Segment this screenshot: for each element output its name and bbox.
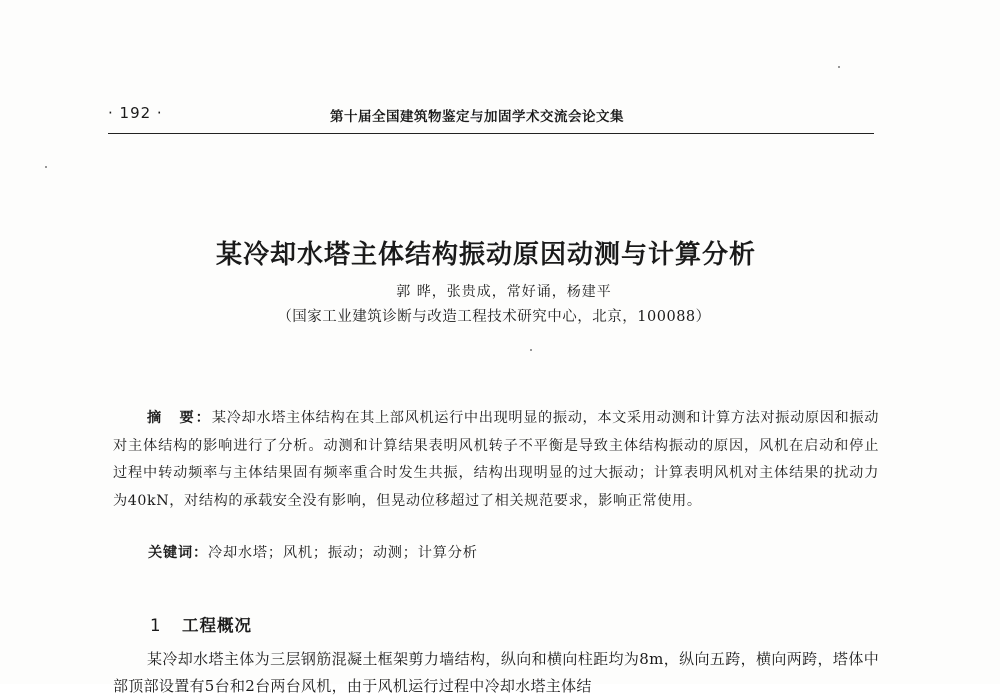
abstract	[113, 405, 879, 515]
abstract-label: 摘 要：	[147, 410, 212, 426]
scan-speck	[530, 349, 532, 351]
section-heading	[150, 612, 252, 636]
paper-title: 某冷却水塔主体结构振动原因动测与计算分析	[215, 240, 756, 270]
section-body-text: 某冷却水塔主体为三层钢筋混凝土框架剪力墙结构，纵向和横向柱距均为8m，纵向五跨，横向两跨，塔体中部顶部设置有5台和2台两台风机，由于风机运行过程中冷却水塔主体结	[113, 650, 879, 695]
scan-speck	[838, 66, 840, 68]
proceedings-title: 第十届全国建筑物鉴定与加固学术交流会论文集	[330, 109, 624, 125]
page-number: · 192 ·	[108, 104, 163, 122]
keywords	[148, 542, 848, 562]
paper-affiliation: （国家工业建筑诊断与改造工程技术研究中心，北京，100088）	[277, 309, 711, 325]
section-number: 1	[150, 616, 162, 635]
paper-authors: 郭 晔，张贵成，常好诵，杨建平	[396, 284, 612, 300]
keywords-label: 关键词：	[148, 545, 208, 561]
section-title: 工程概况	[182, 616, 252, 635]
keywords-text: 冷却水塔；风机；振动；动测；计算分析	[207, 545, 478, 561]
running-header	[108, 104, 874, 130]
header-rule	[108, 133, 874, 134]
abstract-text: 某冷却水塔主体结构在其上部风机运行中出现明显的振动，本文采用动测和计算方法对振动原因和振动对主体结构的影响进行了分析。动测和计算结果表明风机转子不平衡是导致主体结构振动的原因，风机在启动和停止过程中转动频率与主体结果固有频率重合时发生共振，结构出现明显的过大振动；计算表明风机对主体结果的扰动力为40kN，对结构的承载安全没有影响，但晃动位移超过了相关规范要求，影响正常使用。	[113, 410, 879, 509]
scan-speck	[45, 166, 47, 168]
